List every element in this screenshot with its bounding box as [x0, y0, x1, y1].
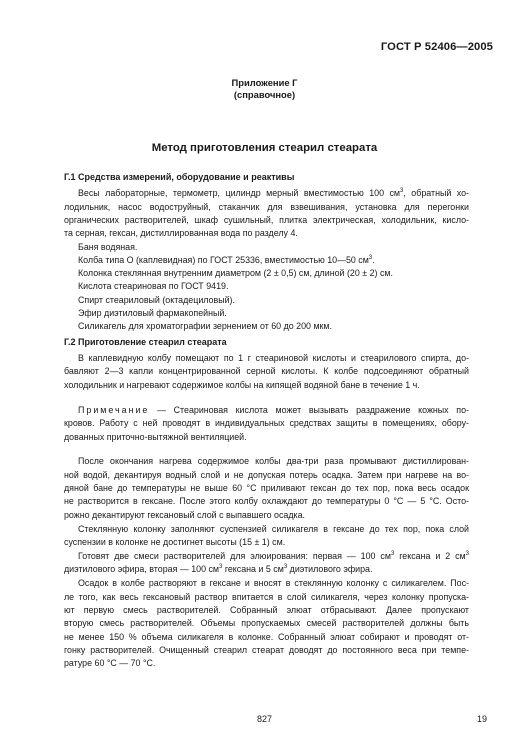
- s2-p5-line3: ют первую смесь растворителей. Собранный элюат отбрасывают. Далее пропускают: [64, 605, 469, 615]
- item-silica: Силикагель для хроматографии зернением от 60 до 200 мкм.: [78, 321, 332, 331]
- s2-p2-line5: рожно декантируют гексановый слой с выпавшего осадка.: [64, 510, 306, 520]
- note-label: Примечание: [78, 405, 150, 415]
- s2-p2-line3: дяной бане до температуры не выше 60 °С приливают гексан до тех пор, пока весь осадок: [64, 483, 469, 493]
- s2-p1-line2: бавляют 2—3 капли концентрированной серной кислоты. К колбе подсоединяют обратный: [64, 366, 469, 376]
- page-title: Метод приготовления стеарил стеарата: [151, 142, 378, 154]
- note-line3: дованных приточно-вытяжной вентиляцией.: [64, 432, 247, 442]
- section-2-heading: Г.2 Приготовление стеарил стеарата: [64, 337, 227, 347]
- s2-p5-line2: ле того, как весь гексановый раствор впитается в слой силикагеля, через колонку пропуска-: [64, 592, 469, 602]
- section-1-heading: Г.1 Средства измерений, оборудование и реактивы: [64, 172, 295, 182]
- standard-header: ГОСТ Р 52406—2005: [380, 41, 493, 53]
- s2-p2-line1: После окончания нагрева содержимое колбы два-три раза промывают дистиллирован-: [78, 456, 469, 466]
- s2-p5-line5: не менее 150 % объема силикагеля в колонке. Собранный элюат собирают и проводят от-: [64, 632, 469, 642]
- note-line2: кровов. Работу с ней проводят в индивидуальных средствах защиты в помещениях, обору-: [64, 418, 469, 428]
- s2-p3-line2: суспензии в колонке не достигнет высоты (15 ± 1) см.: [64, 537, 286, 547]
- s2-p3-line1: Стеклянную колонку заполняют суспензией силикагеля в гексане до тех пор, пока слой: [78, 524, 469, 534]
- appendix-type: (справочное): [233, 89, 296, 100]
- item-alcohol: Спирт стеариловый (октадециловый).: [78, 295, 235, 305]
- s2-p4-line1: Готовят две смеси растворителей для элюирования: первая — 100 $см^3$ гексана и 2 $см^3$: [78, 551, 469, 561]
- s2-p5-line4: вторую смесь растворителей. Объемы пропускаемых смесей растворителей должны быть: [64, 618, 469, 628]
- s1-p1-line4: та серная, гексан, дистиллированная вода по разделу 4.: [64, 228, 298, 238]
- s2-p5-line1: Осадок в колбе растворяют в гексане и вносят в стеклянную колонку с силикагелем. Пос-: [78, 578, 469, 588]
- s1-p1-line3: органических растворителей, шкаф сушильный, плитка электрическая, холодильник, кисло-: [64, 215, 469, 225]
- s2-p1-line1: В каплевидную колбу помещают по 1 г стеариновой кислоты и стеарилового спирта, до-: [78, 353, 469, 363]
- s2-p2-line2: ной водой, декантируя водный слой и не допуская потерь осадка. Затем при нагреве на во-: [64, 470, 469, 480]
- item-ether: Эфир диэтиловый фармакопейный.: [78, 308, 227, 318]
- s2-p2-line4: не растворится в гексане. После этого колбу охлаждают до температуры 0 °С — 5 °С. Осто-: [64, 496, 469, 506]
- appendix-heading: [0, 77, 529, 101]
- footer-number: 827: [256, 714, 273, 724]
- item-flask: Колба типа О (каплевидная) по ГОСТ 25336, вместимостью 10—50 $см^3$.: [78, 255, 375, 265]
- item-column: Колонка стеклянная внутренним диаметром (2 ± 0,5) см, длиной (20 ± 2) см.: [78, 268, 393, 278]
- s2-p1-line3: холодильник и нагревают содержимое колбы на кипящей водяной бане в течение 1 ч.: [64, 380, 420, 390]
- note-line1: Примечание — Стеариновая кислота может вызывать раздражение кожных по-: [78, 405, 470, 415]
- s1-p1-line2: лодильник, насос водоструйный, стаканчик для взвешивания, установка для перегонки: [64, 202, 469, 212]
- appendix-label: Приложение Г: [231, 77, 298, 88]
- item-acid: Кислота стеариновая по ГОСТ 9419.: [78, 281, 229, 291]
- item-bath: Баня водяная.: [78, 242, 138, 252]
- s1-p1-line1: Весы лабораторные, термометр, цилиндр мерный вместимостью 100 $см^3$, обратный хо-: [78, 188, 469, 198]
- s2-p5-line7: ратуре 60 °С — 70 °С.: [64, 658, 156, 668]
- s2-p5-line6: гонку растворителей. Очищенный стеарил стеарат доводят до постоянного веса при темпе-: [64, 645, 469, 655]
- s2-p4-line2: диэтилового эфира, вторая — 100 $см^3$ гексана и 5 $см^3$ диэтилового эфира.: [64, 564, 373, 574]
- page-number: 19: [476, 714, 487, 724]
